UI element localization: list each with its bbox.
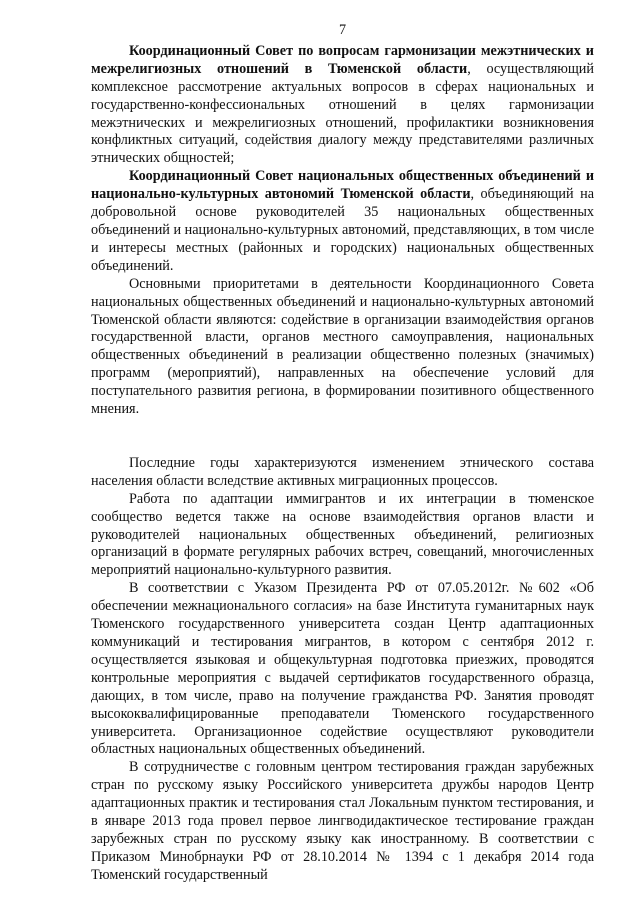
paragraph-text: Основными приоритетами в деятельности Координационного Совета национальных общественных объединений и национально-культурных автономий Тюменской области являются: содействие в организации взаимодействия органов государственной власти, органов местного самоуправления, национальных общественных объединений в реализации общественно полезных (значимых) программ (мероприятий), направленных на обеспечение условий для поступательного развития региона, в формировании позитивного общественного мнения. <box>91 275 594 418</box>
paragraph-coordination-council-harmonization <box>91 43 594 168</box>
paragraph-council-priorities <box>91 276 594 419</box>
page-number: 7 <box>338 22 347 38</box>
paragraph-testing-cooperation <box>91 759 594 884</box>
paragraph-text: , объединяющий на добровольной основе руководителей 35 национальных общественных объединений и национально-культурных автономий, представляющих, в том числе и интересы местных (районных и городских) национальных общественных объединений. <box>91 186 594 274</box>
paragraph-text: Последние годы характеризуются изменением этнического состава населения области вследствие активных миграционных процессов. <box>91 454 594 489</box>
paragraph-ethnic-composition <box>91 455 594 491</box>
paragraph-immigrant-adaptation <box>91 491 594 581</box>
paragraph-text: В сотрудничестве с головным центром тестирования граждан зарубежных стран по русскому языку Российского университета дружбы народов Центр адаптационных практик и тестирования стал Локальным пунктом тестирования, и в январе 2013 года провел первое лингводидактическое тестирование граждан зарубежных стран по русскому языку как иностранному. В соответствии с Приказом Минобрнауки РФ от 28.10.2014 № 1394 с 1 декабря 2014 года Тюменский государственный <box>91 759 594 883</box>
paragraph-text: , осуществляющий комплексное рассмотрение актуальных вопросов в сферах национальных и государственно-конфессиональных отношений в целях гармонизации межэтнических и межрелигиозных отношений, профилактики возникновения конфликтных ситуаций, содействия диалогу между представителями различных этнических общностей; <box>91 60 594 167</box>
paragraph-coordination-council-national-associations <box>91 168 594 275</box>
paragraph-text: В соответствии с Указом Президента РФ от 07.05.2012г. №602 «Об обеспечении межнационального согласия» на базе Института гуманитарных наук Тюменского государственного университета создан Центр адаптационных коммуникаций и тестирования мигрантов, в котором с сентября 2012 г. осуществляется языковая и общекультурная подготовка приезжих, проводятся контрольные мероприятия с выдачей сертификатов государственного образца, дающих, в том числе, право на получение гражданства РФ. Занятия проводят высококвалифицированные преподаватели Тюменского государственного университета. Организационное содействие осуществляют руководители областных национальных общественных объединений. <box>91 580 594 758</box>
paragraph-bold-lead: Координационный Совет национальных общественных объединений и национально-культурных автономий Тюменской области <box>91 168 594 203</box>
paragraph-bold-lead: Координационный Совет по вопросам гармонизации межэтнических и межрелигиозных отношений в Тюменской области <box>91 42 594 77</box>
paragraph-text: Работа по адаптации иммигрантов и их интеграции в тюменское сообщество ведется также на основе взаимодействия органов власти и руководителей национальных общественных объединений, религиозных организаций в формате регулярных рабочих встреч, совещаний, многочисленных мероприятий национально-культурного развития. <box>91 490 594 579</box>
paragraph-presidential-decree <box>91 580 594 759</box>
